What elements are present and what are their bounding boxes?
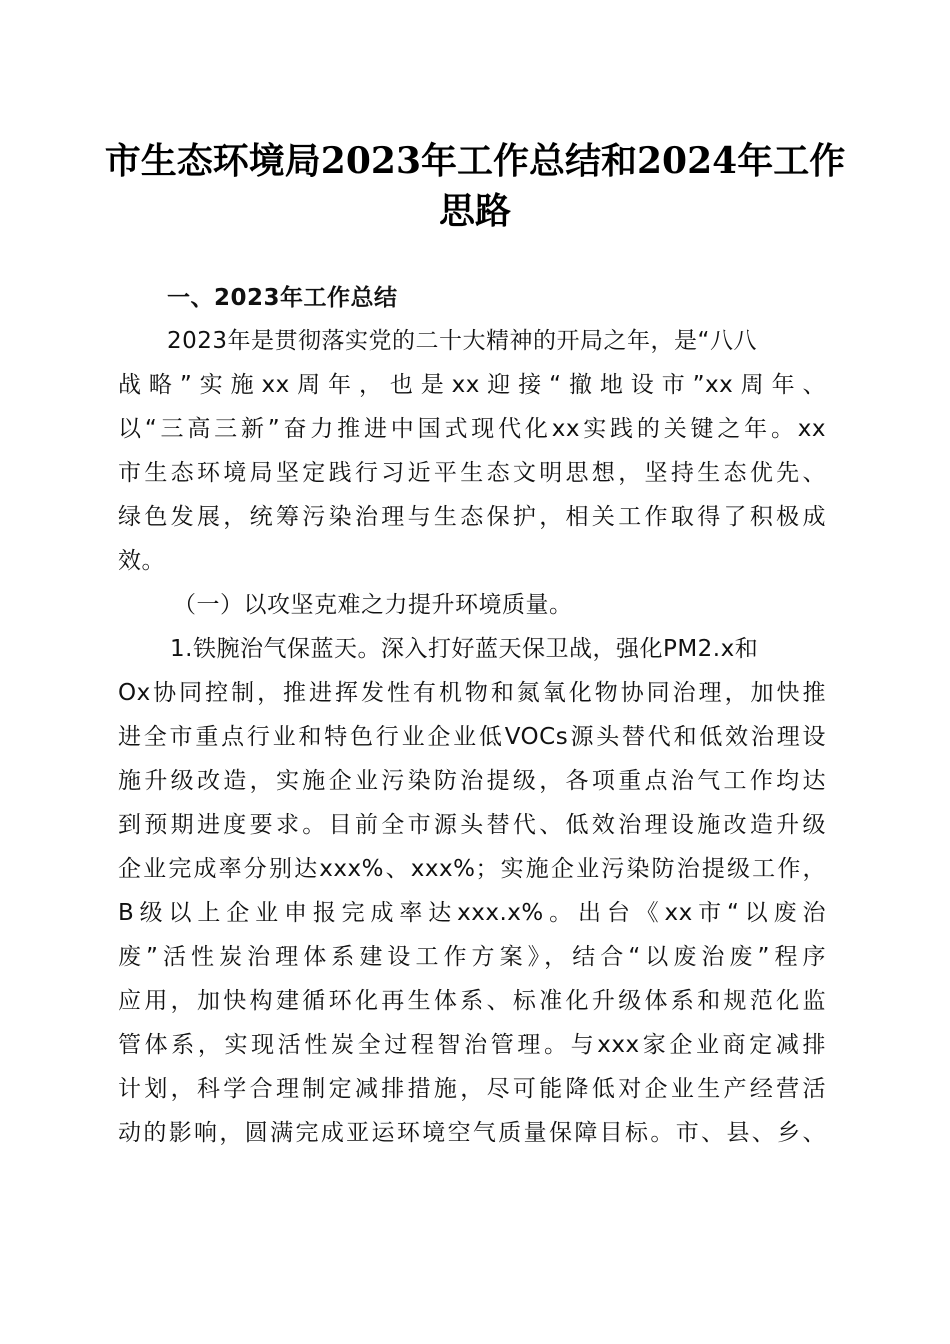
intro-line-5: 绿色发展，统筹污染治理与生态保护，相关工作取得了积极成 [118, 504, 826, 530]
item1-line-3: 进全市重点行业和特色行业企业低VOCs源头替代和低效治理设 [118, 724, 826, 750]
item1-line-6: 企业完成率分别达xxx%、xxx%；实施企业污染防治提级工作， [118, 856, 826, 882]
item1-line-7: B级以上企业申报完成率达xxx.x%。出台《xx市“以废治 [118, 900, 826, 926]
item1-line-5: 到预期进度要求。目前全市源头替代、低效治理设施改造升级 [118, 812, 826, 838]
item1-line-12: 动的影响，圆满完成亚运环境空气质量保障目标。市、县、乡、 [118, 1120, 826, 1146]
document-title [100, 136, 850, 236]
intro-line-4: 市生态环境局坚定践行习近平生态文明思想，坚持生态优先、 [118, 460, 826, 486]
item1-line-2: Ox协同控制，推进挥发性有机物和氮氧化物协同治理，加快推 [118, 680, 826, 706]
item1-line-4: 施升级改造，实施企业污染防治提级，各项重点治气工作均达 [118, 768, 826, 794]
section-heading: 一、2023年工作总结 [167, 285, 398, 311]
intro-line-2: 战略”实施xx周年，也是xx迎接“撤地设市”xx周年、 [118, 372, 826, 398]
item1-line-8: 废”活性炭治理体系建设工作方案》，结合“以废治废”程序 [118, 944, 826, 970]
subsection-heading: （一）以攻坚克难之力提升环境质量。 [173, 592, 573, 618]
item1-line-10: 管体系，实现活性炭全过程智治管理。与xxx家企业商定减排 [118, 1032, 826, 1058]
title-line-1: 市生态环境局2023年工作总结和2024年工作 [104, 140, 846, 182]
intro-line-1: 2023年是贯彻落实党的二十大精神的开局之年，是“八八 [167, 328, 757, 354]
item1-line-9: 应用，加快构建循环化再生体系、标准化升级体系和规范化监 [118, 988, 826, 1014]
intro-line-3: 以“三高三新”奋力推进中国式现代化xx实践的关键之年。xx [118, 416, 826, 442]
item1-line-1: 1.铁腕治气保蓝天。深入打好蓝天保卫战，强化PM2.x和 [170, 636, 759, 662]
intro-line-6: 效。 [118, 548, 165, 574]
item1-line-11: 计划，科学合理制定减排措施，尽可能降低对企业生产经营活 [118, 1076, 826, 1102]
title-line-2: 思路 [438, 190, 511, 232]
